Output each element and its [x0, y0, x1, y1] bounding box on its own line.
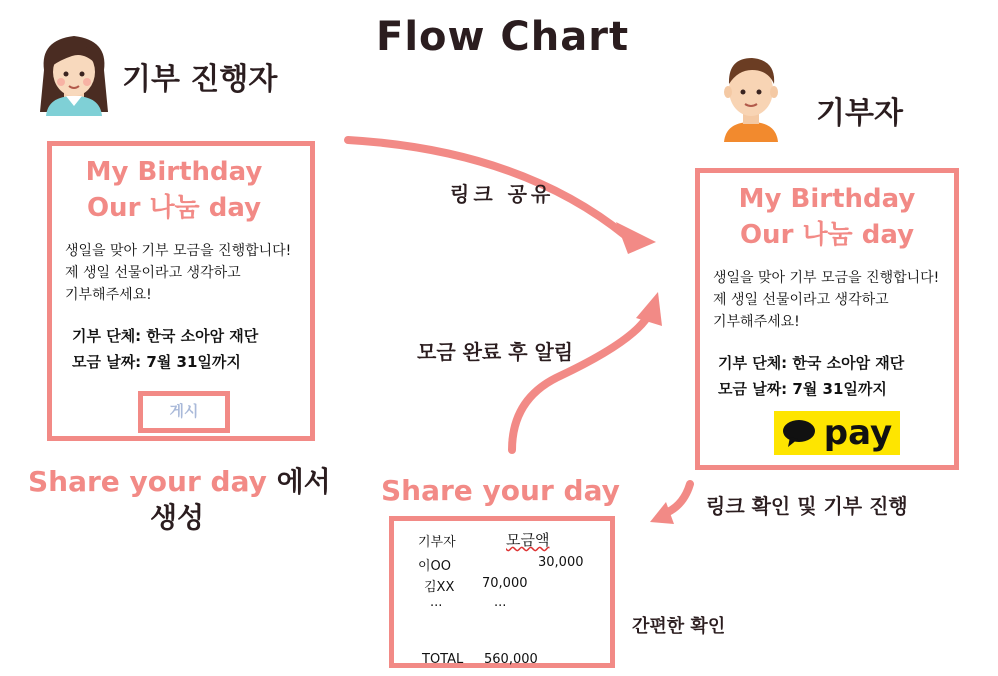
- create-caption: [28, 460, 331, 500]
- donation-ledger: [389, 516, 615, 668]
- create-caption-suffix: 에서: [276, 465, 331, 498]
- organizer-label: 기부 진행자: [122, 62, 278, 97]
- step-share-link: 링크 공유: [450, 182, 555, 206]
- step-notify-complete: 모금 완료 후 알림: [417, 340, 574, 364]
- step-check-and-donate: 링크 확인 및 기부 진행: [706, 494, 908, 518]
- card-title-line1: My Birthday: [738, 184, 916, 214]
- card-title-line2: Our 나눔 day: [739, 220, 915, 250]
- ledger-header-donor: 기부자: [418, 535, 456, 550]
- ledger-row-name: 이OO: [418, 559, 452, 574]
- speech-bubble-icon: [782, 419, 816, 447]
- ledger-row-amount: ...: [494, 595, 507, 610]
- ledger-total-value: 560,000: [484, 652, 538, 667]
- card-message-line2: 제 생일 선물이라고 생각하고: [65, 265, 241, 281]
- ledger-app-name: Share your day: [381, 474, 620, 507]
- card-organization: 기부 단체: 한국 소아암 재단: [718, 354, 905, 372]
- card-date: 모금 날짜: 7월 31일까지: [718, 380, 887, 398]
- card-date: 모금 날짜: 7월 31일까지: [72, 353, 241, 371]
- card-message-line3: 기부해주세요!: [713, 314, 800, 330]
- ledger-row-amount: 70,000: [482, 576, 528, 591]
- page-title: Flow Chart: [376, 14, 630, 60]
- card-title-line1: My Birthday: [85, 157, 263, 187]
- organizer-donation-card: [47, 141, 315, 441]
- ledger-header-amount: 모금액: [506, 531, 550, 549]
- card-organization: 기부 단체: 한국 소아암 재단: [72, 327, 259, 345]
- step-easy-check: 간편한 확인: [632, 616, 726, 637]
- ledger-row-name: 김XX: [424, 580, 455, 595]
- share-link-arrowhead: [616, 222, 656, 254]
- donor-donation-card: [695, 168, 959, 470]
- card-message-line1: 생일을 맞아 기부 모금을 진행합니다!: [65, 243, 292, 259]
- card-message-line2: 제 생일 선물이라고 생각하고: [713, 292, 889, 308]
- donor-label: 기부자: [816, 96, 903, 131]
- pay-label: pay: [823, 413, 893, 453]
- kakao-pay-button[interactable]: [774, 411, 900, 455]
- check-arrow: [668, 484, 690, 512]
- ledger-row-name: ...: [430, 595, 443, 610]
- card-message-line1: 생일을 맞아 기부 모금을 진행합니다!: [713, 270, 940, 286]
- post-button[interactable]: 게시: [138, 391, 230, 433]
- ledger-row-amount: 30,000: [538, 555, 584, 570]
- card-message-line3: 기부해주세요!: [65, 287, 152, 303]
- create-caption-line2: 생성: [150, 501, 205, 534]
- ledger-total-label: TOTAL: [422, 652, 464, 667]
- app-name: Share your day: [28, 465, 267, 498]
- card-title-line2: Our 나눔 day: [86, 193, 262, 223]
